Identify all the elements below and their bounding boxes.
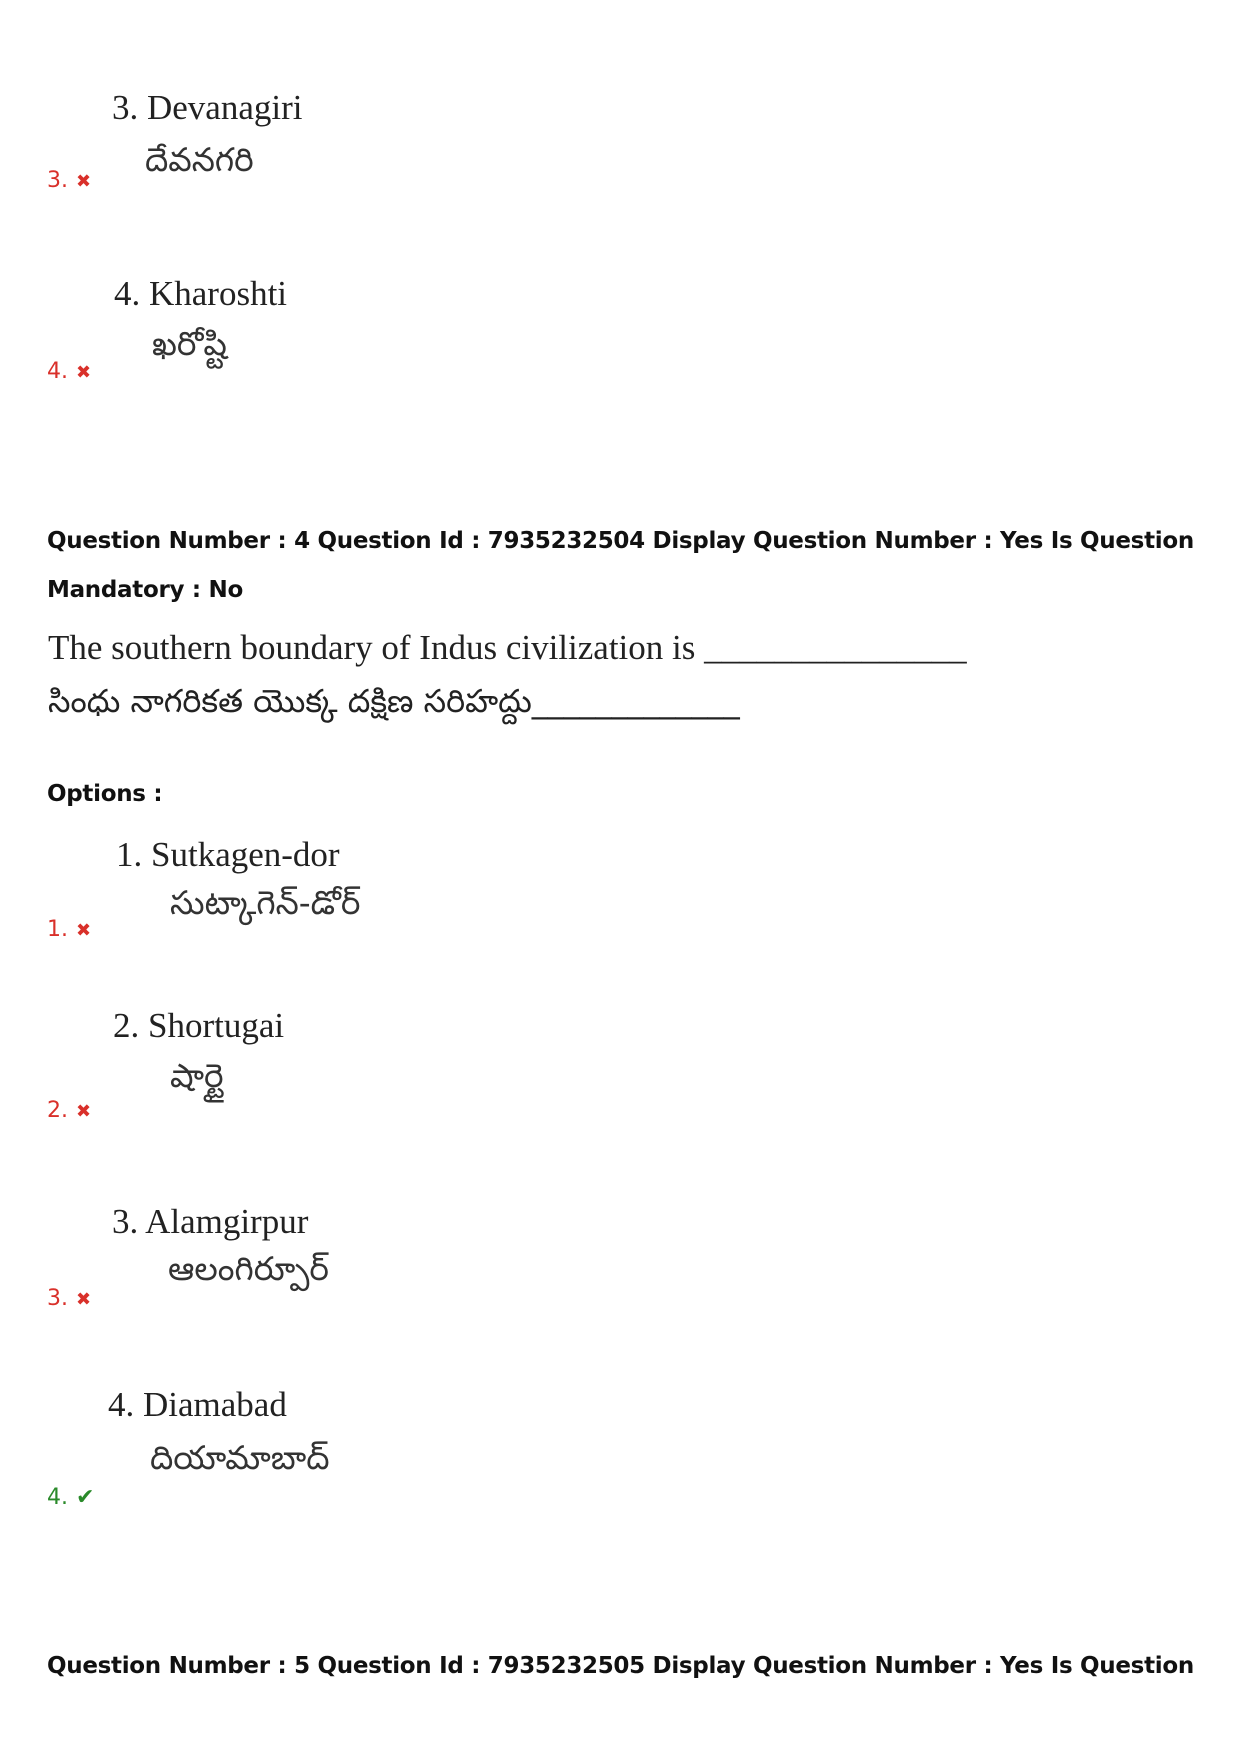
option-number: 4. <box>47 1485 68 1510</box>
option-en: 3. Alamgirpur <box>112 1202 309 1241</box>
question-header: Question Number : 4 Question Id : 7935232504 Display Question Number : Yes Is Question <box>47 528 1194 554</box>
option-marker <box>47 168 91 193</box>
option-te: సుట్కాగెన్-డోర్ <box>170 883 361 922</box>
option-en: 4. Diamabad <box>108 1385 287 1424</box>
option-te: దేవనగరి <box>145 140 254 179</box>
question-mandatory: Mandatory : No <box>47 577 243 603</box>
option-te: షార్టై <box>170 1056 224 1095</box>
option-number: 4. <box>47 359 68 384</box>
cross-icon: ✖ <box>76 920 92 941</box>
cross-icon: ✖ <box>76 171 92 192</box>
option-number: 3. <box>47 168 68 193</box>
cross-icon: ✖ <box>76 362 92 383</box>
option-en: 3. Devanagiri <box>112 88 303 127</box>
option-te: దియామాబాద్ <box>150 1438 330 1477</box>
option-number: 1. <box>47 917 68 942</box>
checkmark-icon: ✔ <box>76 1485 95 1510</box>
question-text-en: The southern boundary of Indus civilization is _______________ <box>48 628 967 667</box>
option-marker <box>47 917 91 942</box>
cross-icon: ✖ <box>76 1289 92 1310</box>
question-text-te: సింధు నాగరికత యొక్క దక్షిణ సరిహద్దు_____________ <box>48 682 740 720</box>
option-en: 1. Sutkagen-dor <box>116 835 340 874</box>
question-header: Question Number : 5 Question Id : 7935232505 Display Question Number : Yes Is Question <box>47 1653 1194 1679</box>
option-te: ఖరోష్టి <box>152 324 227 363</box>
options-label: Options : <box>47 781 163 807</box>
option-number: 2. <box>47 1098 68 1123</box>
option-te: ఆలంగిర్పూర్ <box>168 1249 329 1288</box>
option-en: 4. Kharoshti <box>114 274 288 313</box>
cross-icon: ✖ <box>76 1101 92 1122</box>
option-en: 2. Shortugai <box>113 1006 285 1045</box>
option-number: 3. <box>47 1286 68 1311</box>
option-marker <box>47 359 91 384</box>
option-marker-correct <box>47 1485 94 1510</box>
option-marker <box>47 1286 91 1311</box>
option-marker <box>47 1098 91 1123</box>
